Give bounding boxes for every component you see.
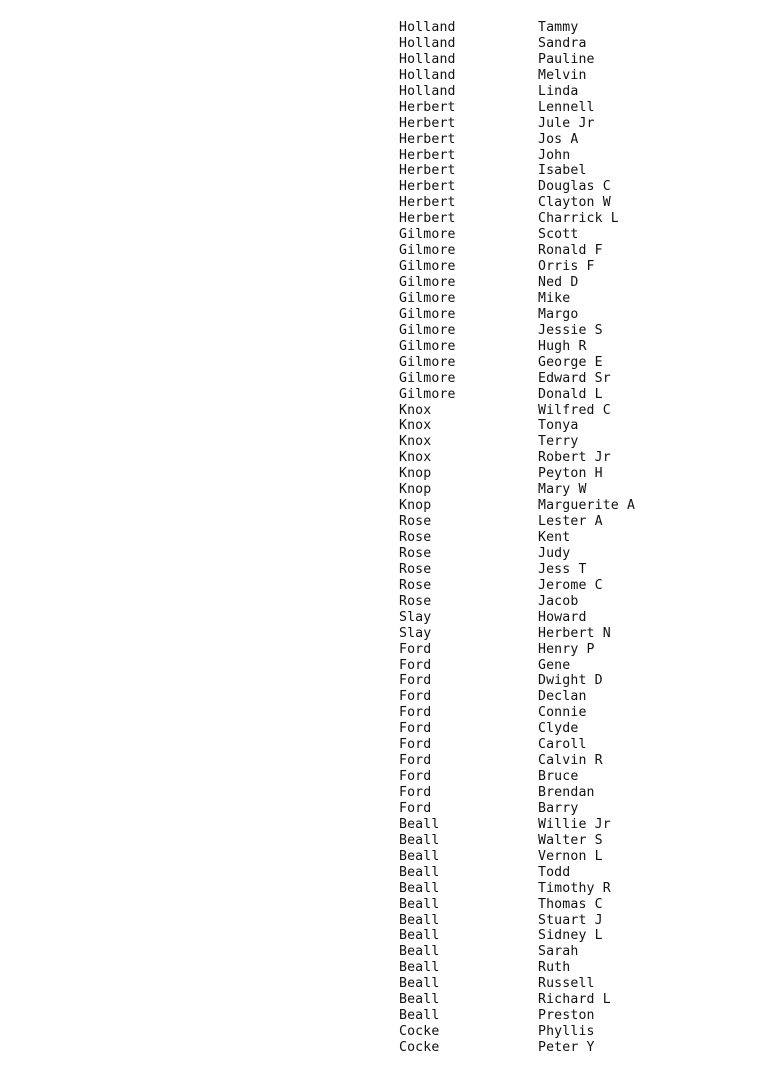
surname-text: Ford xyxy=(399,800,432,816)
list-item xyxy=(399,992,635,1008)
list-item xyxy=(399,594,635,610)
surname-text: Slay xyxy=(399,625,432,641)
list-item xyxy=(399,578,635,594)
given-name-text: Connie xyxy=(538,705,587,721)
given-name-text: Margo xyxy=(538,306,579,322)
list-item xyxy=(399,801,635,817)
given-name-text: Scott xyxy=(538,227,579,243)
list-item xyxy=(399,482,635,498)
surname-text: Herbert xyxy=(399,163,456,179)
list-item xyxy=(399,68,635,84)
surname-text: Knop xyxy=(399,466,432,482)
given-name-text: Sidney L xyxy=(538,928,603,944)
surname-text: Beall xyxy=(399,992,440,1008)
given-name-text: Edward Sr xyxy=(538,370,611,386)
given-name-text: Clyde xyxy=(538,721,579,737)
given-name-text: Ned D xyxy=(538,275,579,290)
surname-text: Holland xyxy=(399,67,456,83)
list-item xyxy=(399,418,635,434)
list-item xyxy=(399,610,635,626)
given-name-text: Donald L xyxy=(538,386,603,402)
given-name-text: Kent xyxy=(538,530,571,545)
list-item xyxy=(399,450,635,466)
surname-text: Ford xyxy=(399,737,432,753)
given-name-text: Ruth xyxy=(538,960,571,976)
given-name-text: Sandra xyxy=(538,35,587,51)
given-name-text: Lennell xyxy=(538,99,595,115)
surname-text: Slay xyxy=(399,609,432,625)
list-item xyxy=(399,52,635,68)
given-name-text: Orris F xyxy=(538,259,595,275)
given-name-text: Ronald F xyxy=(538,243,603,259)
surname-text: Knox xyxy=(399,402,432,418)
given-name-text: Tonya xyxy=(538,418,579,434)
surname-text: Rose xyxy=(399,577,432,593)
surname-text: Gilmore xyxy=(399,354,456,370)
list-item xyxy=(399,865,635,881)
list-item xyxy=(399,498,635,514)
given-name-text: Marguerite A xyxy=(538,498,636,514)
given-name-text: Jule Jr xyxy=(538,115,595,131)
list-item xyxy=(399,355,635,371)
surname-text: Beall xyxy=(399,848,440,864)
given-name-text: Charrick L xyxy=(538,211,619,227)
list-item xyxy=(399,658,635,674)
surname-text: Knox xyxy=(399,434,432,450)
given-name-text: Todd xyxy=(538,864,571,880)
given-name-text: Henry P xyxy=(538,641,595,657)
page-bottom-edge xyxy=(0,1066,760,1089)
given-name-text: Timothy R xyxy=(538,880,611,896)
list-item xyxy=(399,339,635,355)
given-name-text: Declan xyxy=(538,689,587,705)
given-name-text: Vernon L xyxy=(538,848,603,864)
list-item xyxy=(399,626,635,642)
list-item xyxy=(399,148,635,164)
given-name-text: Richard L xyxy=(538,992,611,1008)
surname-text: Gilmore xyxy=(399,338,456,354)
surname-text: Knox xyxy=(399,450,432,466)
list-item xyxy=(399,514,635,530)
list-item xyxy=(399,849,635,865)
given-name-text: Wilfred C xyxy=(538,402,611,418)
surname-text: Beall xyxy=(399,896,440,912)
given-name-text: Mike xyxy=(538,290,571,306)
surname-text: Herbert xyxy=(399,179,456,195)
given-name-text: Gene xyxy=(538,657,571,673)
surname-text: Ford xyxy=(399,769,432,785)
surname-text: Cocke xyxy=(399,1024,440,1040)
given-name-text: Lester A xyxy=(538,514,603,530)
given-name-text: Terry xyxy=(538,434,579,450)
given-name-text: Stuart J xyxy=(538,912,603,928)
list-item xyxy=(399,259,635,275)
given-name-text: Russell xyxy=(538,976,595,992)
list-item xyxy=(399,307,635,323)
given-name-text: Preston xyxy=(538,1008,595,1024)
given-name-text: Howard xyxy=(538,609,587,625)
list-item xyxy=(399,387,635,403)
list-item xyxy=(399,737,635,753)
list-item xyxy=(399,833,635,849)
surname-text: Herbert xyxy=(399,211,456,227)
list-item xyxy=(399,562,635,578)
list-item xyxy=(399,36,635,52)
list-item xyxy=(399,976,635,992)
list-item xyxy=(399,705,635,721)
surname-text: Gilmore xyxy=(399,370,456,386)
surname-text: Herbert xyxy=(399,131,456,147)
surname-text: Ford xyxy=(399,785,432,800)
surname-text: Ford xyxy=(399,753,432,769)
surname-text: Beall xyxy=(399,976,440,992)
list-item xyxy=(399,530,635,546)
surname-text: Gilmore xyxy=(399,275,456,290)
surname-text: Gilmore xyxy=(399,386,456,402)
given-name-text: Linda xyxy=(538,83,579,99)
list-item xyxy=(399,434,635,450)
list-item xyxy=(399,1040,635,1056)
list-item xyxy=(399,753,635,769)
given-name-text: Sarah xyxy=(538,944,579,960)
surname-text: Gilmore xyxy=(399,243,456,259)
surname-text: Rose xyxy=(399,530,432,545)
list-item xyxy=(399,1024,635,1040)
list-item xyxy=(399,132,635,148)
given-name-text: Pauline xyxy=(538,51,595,67)
given-name-text: Peter Y xyxy=(538,1040,595,1055)
surname-text: Beall xyxy=(399,816,440,832)
surname-text: Gilmore xyxy=(399,290,456,306)
list-item xyxy=(399,960,635,976)
given-name-text: Tammy xyxy=(538,20,579,35)
given-name-text: Calvin R xyxy=(538,753,603,769)
list-item xyxy=(399,371,635,387)
surname-text: Rose xyxy=(399,514,432,530)
given-name-text: Robert Jr xyxy=(538,450,611,466)
list-item xyxy=(399,100,635,116)
list-item xyxy=(399,195,635,211)
surname-text: Beall xyxy=(399,928,440,944)
given-name-text: Bruce xyxy=(538,769,579,785)
given-name-text: Jerome C xyxy=(538,577,603,593)
surname-text: Rose xyxy=(399,561,432,577)
list-item xyxy=(399,466,635,482)
surname-text: Ford xyxy=(399,673,432,689)
given-name-text: Jess T xyxy=(538,561,587,577)
given-name-text: Dwight D xyxy=(538,673,603,689)
surname-text: Knox xyxy=(399,418,432,434)
surname-text: Ford xyxy=(399,705,432,721)
list-item xyxy=(399,84,635,100)
list-item xyxy=(399,227,635,243)
given-name-text: John xyxy=(538,147,571,163)
surname-text: Herbert xyxy=(399,147,456,163)
given-name-text: Hugh R xyxy=(538,338,587,354)
list-item xyxy=(399,1008,635,1024)
surname-text: Beall xyxy=(399,880,440,896)
surname-text: Herbert xyxy=(399,195,456,211)
surname-text: Ford xyxy=(399,641,432,657)
surname-text: Gilmore xyxy=(399,259,456,275)
surname-text: Beall xyxy=(399,1008,440,1024)
list-item xyxy=(399,403,635,419)
surname-text: Rose xyxy=(399,593,432,609)
given-name-text: Walter S xyxy=(538,832,603,848)
surname-text: Herbert xyxy=(399,99,456,115)
given-name-text: Phyllis xyxy=(538,1024,595,1040)
surname-text: Holland xyxy=(399,35,456,51)
list-item xyxy=(399,20,635,36)
surname-text: Knop xyxy=(399,498,432,514)
surname-text: Herbert xyxy=(399,115,456,131)
given-name-text: Clayton W xyxy=(538,195,611,211)
list-item xyxy=(399,323,635,339)
list-item xyxy=(399,785,635,801)
given-name-text: Barry xyxy=(538,800,579,816)
list-item xyxy=(399,913,635,929)
list-item xyxy=(399,817,635,833)
surname-text: Ford xyxy=(399,689,432,705)
list-item xyxy=(399,116,635,132)
surname-text: Gilmore xyxy=(399,322,456,338)
list-item xyxy=(399,944,635,960)
list-item xyxy=(399,275,635,291)
given-name-text: Herbert N xyxy=(538,625,611,641)
surname-text: Beall xyxy=(399,912,440,928)
list-item xyxy=(399,769,635,785)
surname-text: Cocke xyxy=(399,1040,440,1055)
surname-text: Holland xyxy=(399,20,456,35)
given-name-text: Caroll xyxy=(538,737,587,753)
given-name-text: George E xyxy=(538,354,603,370)
list-item xyxy=(399,546,635,562)
surname-text: Beall xyxy=(399,944,440,960)
list-item xyxy=(399,928,635,944)
given-name-text: Peyton H xyxy=(538,466,603,482)
list-item xyxy=(399,179,635,195)
surname-text: Ford xyxy=(399,721,432,737)
list-item xyxy=(399,642,635,658)
surname-text: Beall xyxy=(399,960,440,976)
given-name-text: Willie Jr xyxy=(538,816,611,832)
list-item xyxy=(399,689,635,705)
list-item xyxy=(399,243,635,259)
list-item xyxy=(399,881,635,897)
name-list xyxy=(399,20,635,1056)
surname-text: Holland xyxy=(399,83,456,99)
given-name-text: Melvin xyxy=(538,67,587,83)
given-name-text: Isabel xyxy=(538,163,587,179)
surname-text: Gilmore xyxy=(399,306,456,322)
list-item xyxy=(399,673,635,689)
given-name-text: Mary W xyxy=(538,482,587,498)
list-item xyxy=(399,897,635,913)
surname-text: Beall xyxy=(399,864,440,880)
given-name-text: Jessie S xyxy=(538,322,603,338)
surname-text: Knop xyxy=(399,482,432,498)
given-name-text: Thomas C xyxy=(538,896,603,912)
surname-text: Holland xyxy=(399,51,456,67)
given-name-text: Jacob xyxy=(538,593,579,609)
given-name-text: Brendan xyxy=(538,785,595,800)
surname-text: Gilmore xyxy=(399,227,456,243)
given-name-text: Douglas C xyxy=(538,179,611,195)
surname-text: Rose xyxy=(399,545,432,561)
list-item xyxy=(399,291,635,307)
list-item xyxy=(399,163,635,179)
given-name-text: Judy xyxy=(538,545,571,561)
given-name-text: Jos A xyxy=(538,131,579,147)
list-item xyxy=(399,211,635,227)
surname-text: Ford xyxy=(399,657,432,673)
surname-text: Beall xyxy=(399,832,440,848)
list-item xyxy=(399,721,635,737)
